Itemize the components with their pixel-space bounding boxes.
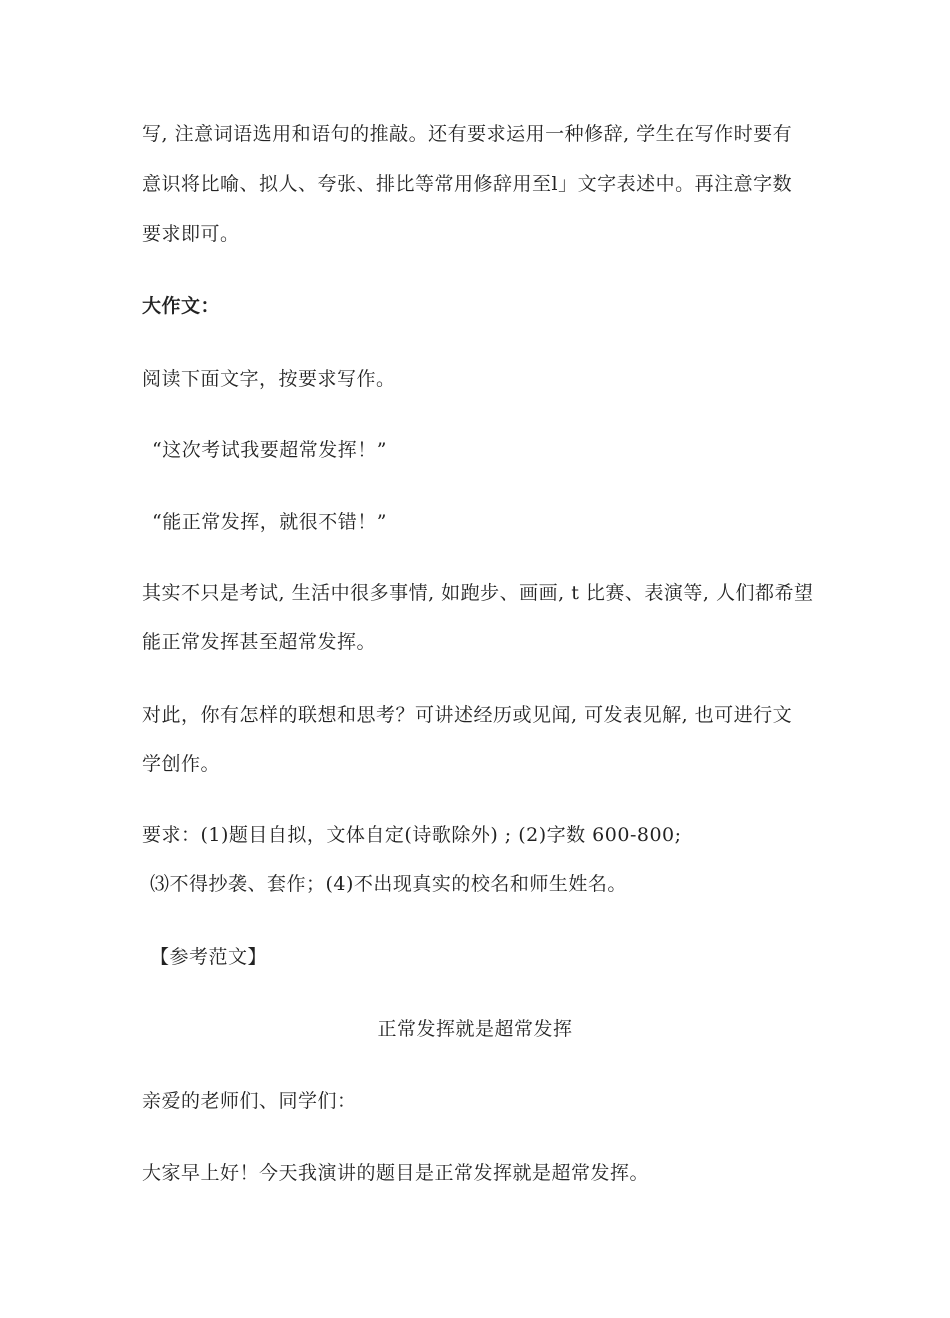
- reference-label: 【参考范文】: [150, 946, 268, 968]
- essay-title: 正常发挥就是超常发挥: [377, 1018, 573, 1040]
- requirements-line-1: 要求：(1)题目自拟，文体自定(诗歌除外) ; (2)字数 600-800;: [142, 824, 682, 846]
- salutation: 亲爱的老师们、同学们：: [142, 1090, 357, 1112]
- paragraph-2-line-1: 对此，你有怎样的联想和思考？可讲述经历或见闻, 可发表见解, 也可进行文: [142, 704, 793, 726]
- paragraph-2-line-2: 学创作。: [142, 753, 221, 775]
- paragraph-1-line-1: 其实不只是考试, 生活中很多事情, 如跑步、画画, t 比赛、表演等, 人们都希望: [142, 582, 814, 604]
- intro-line-2: 意识将比喻、拟人、夸张、排比等常用修辞用至l」文字表述中。再注意字数: [142, 173, 793, 195]
- greeting: 大家早上好！今天我演讲的题目是正常发挥就是超常发挥。: [142, 1162, 650, 1184]
- intro-line-3: 要求即可。: [142, 223, 240, 245]
- section-heading: 大作文：: [142, 295, 221, 317]
- paragraph-1-line-2: 能正常发挥甚至超常发挥。: [142, 631, 377, 653]
- requirements-line-2: ⑶不得抄袭、套作；(4)不出现真实的校名和师生姓名。: [150, 873, 627, 895]
- quote-1: “这次考试我要超常发挥！”: [152, 439, 387, 461]
- quote-2: “能正常发挥，就很不错！”: [152, 511, 387, 533]
- intro-line-1: 写, 注意词语选用和语句的推敲。还有要求运用一种修辞, 学生在写作时要有: [142, 123, 793, 145]
- writing-prompt: 阅读下面文字，按要求写作。: [142, 368, 396, 390]
